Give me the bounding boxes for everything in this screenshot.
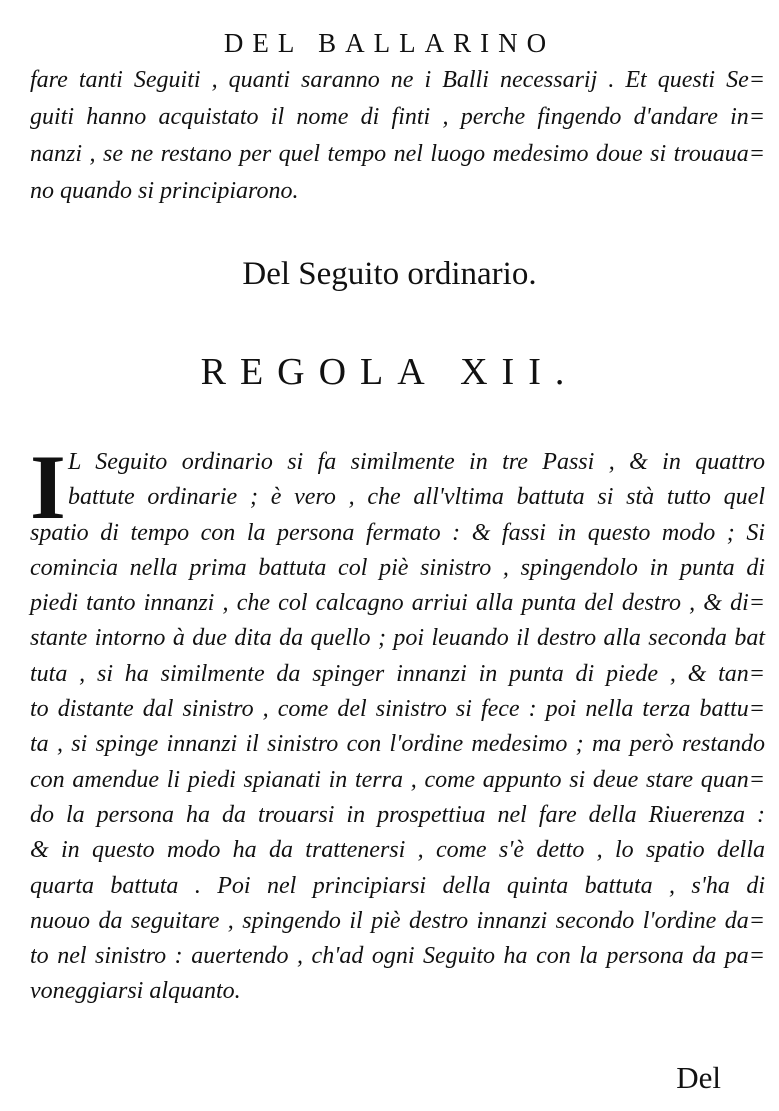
carryover-paragraph <box>30 62 765 210</box>
text-line: & in questo modo ha da trattenersi , come s'è detto , lo spatio della <box>30 837 765 864</box>
section-title: Del Seguito ordinario. <box>242 256 537 292</box>
text-line: nuouo da seguitare , spingendo il piè destro innanzi secondo l'ordine da= <box>30 907 765 934</box>
text-line: L Seguito ordinario si fa similmente in tre Passi , & in quattro <box>68 449 765 475</box>
text-line: to distante dal sinistro , come del sinistro si fece : poi nella terza battu= <box>30 696 765 723</box>
text-line: comincia nella prima battuta col piè sinistro , spingendolo in punta di <box>30 554 765 581</box>
running-head: DEL BALLARINO <box>223 28 556 58</box>
text-line: nanzi , se ne restano per quel tempo nel luogo medesimo doue si trouaua= <box>30 141 765 167</box>
text-line: piedi tanto innanzi , che col calcagno arriui alla punta del destro , & di= <box>30 590 765 617</box>
text-line: tuta , si ha similmente da spinger innanzi in punta di piede , & tan= <box>30 660 765 687</box>
text-line: do la persona ha da trouarsi in prospettiua nel fare della Riuerenza : <box>30 801 765 828</box>
rule-title: REGOLA XII. <box>200 351 579 393</box>
text-line: fare tanti Seguiti , quanti saranno ne i Balli necessarij . Et questi Se= <box>30 67 765 93</box>
text-line: spatio di tempo con la persona fermato : & fassi in questo modo ; Si <box>30 519 765 546</box>
text-line: stante intorno à due dita da quello ; poi leuando il destro alla seconda bat <box>30 625 765 652</box>
catchword: Del <box>676 1060 721 1095</box>
text-line: con amendue li piedi spianati in terra , come appunto si deue stare quan= <box>30 766 765 793</box>
text-line: quarta battuta . Poi nel principiarsi della quinta battuta , s'ha di <box>30 872 765 899</box>
rule-paragraph <box>30 436 765 1010</box>
drop-cap: I <box>30 436 66 538</box>
text-line: to nel sinistro : auertendo , ch'ad ogni Seguito ha con la persona da pa= <box>30 943 765 970</box>
text-line: ta , si spinge innanzi il sinistro con l'ordine medesimo ; ma però restando <box>30 731 765 758</box>
text-line: voneggiarsi alquanto. <box>30 978 241 1005</box>
text-line: no quando si principiarono. <box>30 178 299 204</box>
text-line: battute ordinarie ; è vero , che all'vltima battuta si stà tutto quel <box>68 484 765 511</box>
text-line: guiti hanno acquistato il nome di finti , perche fingendo d'andare in= <box>30 104 765 130</box>
